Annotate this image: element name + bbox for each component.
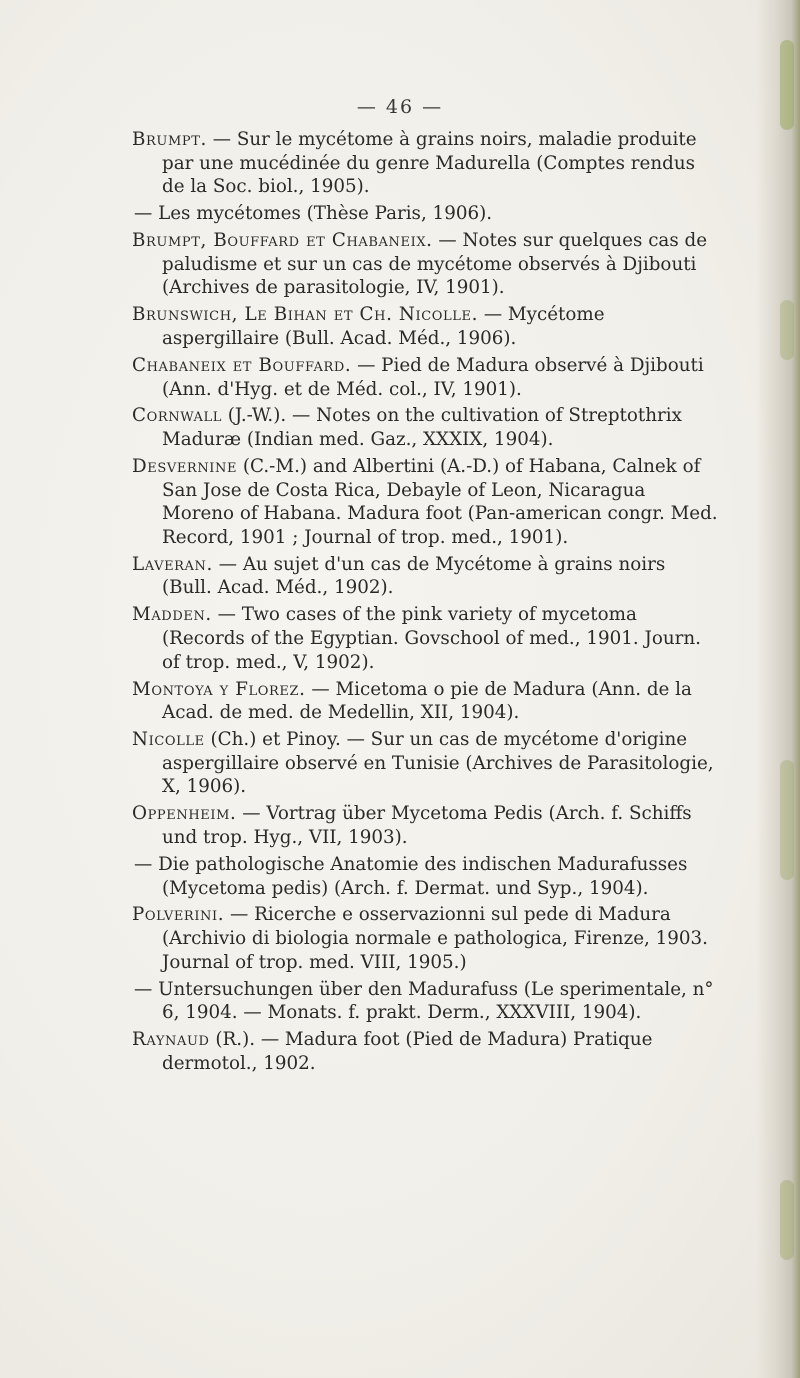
bibliography-entry (132, 603, 720, 674)
entry-author: — (134, 853, 153, 875)
bibliography-entry (132, 553, 720, 600)
bibliography-entry (132, 802, 720, 849)
bibliography-entry (132, 903, 720, 974)
entry-text: — Vortrag über Mycetoma Pedis (Arch. f. Schiffs und trop. Hyg., VII, 1903). (162, 803, 692, 848)
bibliography-entry (132, 455, 720, 549)
entry-text: (C.-M.) and Albertini (A.-D.) of Habana, Calnek of San Jose de Costa Rica, Debayle of Leon, Nicaragua Moreno of Habana. Madura foot (Pan-american congr. Med. Record, 1901 ; Journal of trop. med., 1901). (162, 456, 718, 548)
entry-author: Cornwall (132, 405, 222, 427)
bibliography-entry (132, 354, 720, 401)
bibliography-list (132, 128, 720, 1079)
page-number: — 46 — (356, 96, 444, 118)
bibliography-entry (132, 229, 720, 300)
bibliography-entry (132, 678, 720, 725)
entry-text: Die pathologische Anatomie des indischen Madurafusses (Mycetoma pedis) (Arch. f. Dermat. und Syp., 1904). (152, 853, 688, 899)
entry-author: Montoya y Florez. (132, 678, 306, 700)
entry-text: — Micetoma o pie de Madura (Ann. de la Acad. de med. de Medellin, XII, 1904). (162, 678, 692, 724)
entry-author: Brunswich, Le Bihan et Ch. Nicolle. (132, 304, 479, 326)
entry-text: (R.). — Madura foot (Pied de Madura) Pratique dermotol., 1902. (162, 1029, 653, 1074)
entry-author: Chabaneix et Bouffard. (132, 354, 352, 376)
entry-text: — Mycétome aspergillaire (Bull. Acad. Méd., 1906). (162, 304, 605, 349)
entry-text: (J.-W.). — Notes on the cultivation of Streptothrix Maduræ (Indian med. Gaz., XXXIX, 1904). (162, 405, 682, 451)
entry-text: — Pied de Madura observé à Djibouti (Ann. d'Hyg. et de Méd. col., IV, 1901). (162, 354, 704, 400)
entry-text: — Au sujet d'un cas de Mycétome à grains noirs (Bull. Acad. Méd., 1902). (162, 553, 666, 599)
entry-author: Polverini. (132, 904, 225, 926)
bibliography-entry (132, 1028, 720, 1075)
edge-stain (780, 1180, 794, 1260)
entry-author: Oppenheim. (132, 803, 237, 825)
bibliography-entry (132, 853, 720, 900)
entry-author: — (134, 978, 153, 1000)
entry-author: Brumpt, Bouffard et Chabaneix. (132, 230, 433, 252)
bibliography-entry (132, 728, 720, 799)
bibliography-entry (132, 128, 720, 199)
entry-author: Nicolle (132, 729, 205, 751)
entry-text: — Sur le mycétome à grains noirs, maladie produite par une mucédinée du genre Madurella (Comptes rendus de la Soc. biol., 1905). (162, 129, 697, 198)
page-edge-shadow (756, 0, 800, 1378)
entry-author: Madden. (132, 604, 212, 626)
bibliography-entry (132, 404, 720, 451)
bibliography-entry (132, 202, 720, 226)
entry-text: Les mycétomes (Thèse Paris, 1906). (152, 203, 493, 225)
entry-text: — Two cases of the pink variety of mycetoma (Records of the Egyptian. Govschool of med., 1901. Journ. of trop. med., V, 1902). (162, 604, 701, 673)
entry-text: — Ricerche e osservazionni sul pede di Madura (Archivio di biologia normale e pathologica, Firenze, 1903. Journal of trop. med. VIII, 1905.) (162, 904, 708, 973)
bibliography-entry (132, 303, 720, 350)
entry-author: Brumpt. (132, 129, 207, 150)
entry-author: Raynaud (132, 1029, 210, 1051)
bibliography-entry (132, 978, 720, 1025)
edge-stain (780, 300, 794, 360)
entry-author: Desvernine (132, 456, 238, 478)
entry-author: — (134, 203, 153, 225)
entry-text: Untersuchungen über den Madurafuss (Le sperimentale, n° 6, 1904. — Monats. f. prakt. Derm., XXXVIII, 1904). (152, 978, 714, 1024)
edge-stain (780, 760, 794, 880)
entry-author: Laveran. (132, 553, 213, 575)
entry-text: — Notes sur quelques cas de paludisme et sur un cas de mycétome observés à Djibouti (Archives de parasitologie, IV, 1901). (162, 230, 708, 299)
entry-text: (Ch.) et Pinoy. — Sur un cas de mycétome d'origine aspergillaire observé en Tunisie (Archives de Parasitologie, X, 1906). (162, 729, 714, 798)
